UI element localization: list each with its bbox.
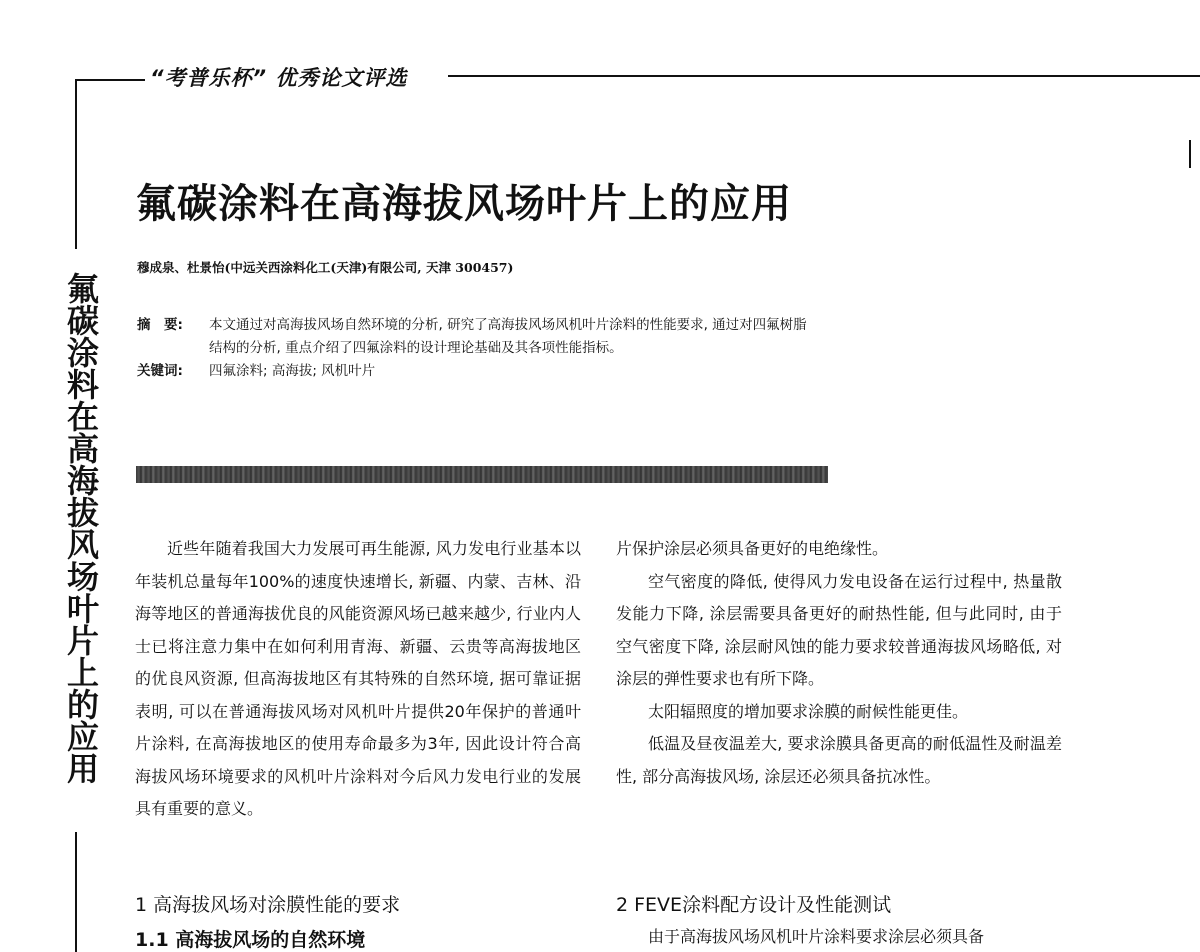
authors-affiliation: 穆成泉、杜景怡(中远关西涂料化工(天津)有限公司, 天津 300457) bbox=[137, 260, 514, 275]
body-column-left bbox=[135, 533, 581, 826]
keywords-text: 四氟涂料; 高海拔; 风机叶片 bbox=[209, 363, 376, 379]
section-2-first-line: 由于高海拔风场风机叶片涂料要求涂层必须具备 bbox=[648, 927, 985, 946]
abstract-text bbox=[209, 314, 977, 360]
abstract-line-1: 本文通过对高海拔风场自然环境的分析, 研究了高海拔风场风机叶片涂料的性能要求, 通过对四氟树脂 bbox=[209, 317, 807, 333]
paragraph: 低温及昼夜温差大, 要求涂膜具备更高的耐低温性及耐温差性, 部分高海拔风场, 涂层还必须具备抗冰性。 bbox=[616, 734, 1062, 786]
article-title: 氟碳涂料在高海拔风场叶片上的应用 bbox=[136, 181, 792, 227]
abstract-label: 摘 要: bbox=[137, 317, 183, 333]
header-rule-left bbox=[75, 79, 145, 81]
section-divider-bar bbox=[136, 466, 828, 483]
series-title: “考普乐杯” 优秀论文评选 bbox=[150, 66, 408, 90]
section-heading-2: 2 FEVE涂料配方设计及性能测试 bbox=[616, 894, 892, 916]
section-heading-1: 1 高海拔风场对涂膜性能的要求 bbox=[135, 894, 401, 916]
abstract-row bbox=[137, 314, 977, 360]
keywords-row bbox=[137, 360, 977, 383]
keywords-label: 关键词: bbox=[137, 363, 183, 379]
header-rule-right bbox=[448, 75, 1200, 77]
paragraph: 近些年随着我国大力发展可再生能源, 风力发电行业基本以年装机总量每年100%的速度快速增长, 新疆、内蒙、吉林、沿海等地区的普通海拔优良的风能资源风场已越来越少, 行业内人士已将注意力集中在如何利用青海、新疆、云贵等高海拔地区的优良风资源, 但高海拔地区有其特殊的自然环境, 据可靠证据表明, 可以在普通海拔风场对风机叶片提供20年保护的普通叶片涂料, 在高海拔地区的使用寿命最多为3年, 因此设计符合高海拔风场环境要求的风机叶片涂料对今后风力发电行业的发展具有重要的意义。 bbox=[135, 539, 581, 818]
margin-rule-top bbox=[75, 79, 77, 249]
page-edge-mark bbox=[1189, 140, 1191, 168]
paragraph: 空气密度的降低, 使得风力发电设备在运行过程中, 热量散发能力下降, 涂层需要具备更好的耐热性能, 但与此同时, 由于空气密度下降, 涂层耐风蚀的能力要求较普通海拔风场略低, 对涂层的弹性要求也有所下降。 bbox=[616, 571, 1062, 688]
abstract-block bbox=[137, 314, 977, 383]
side-running-title: 氟碳涂料在高海拔风场叶片上的应用 bbox=[62, 272, 100, 784]
margin-rule-bottom bbox=[75, 832, 77, 952]
paragraph: 片保护涂层必须具备更好的电绝缘性。 bbox=[616, 539, 889, 558]
abstract-line-2: 结构的分析, 重点介绍了四氟涂料的设计理论基础及其各项性能指标。 bbox=[209, 340, 623, 356]
body-column-right bbox=[616, 533, 1062, 793]
paragraph: 太阳辐照度的增加要求涂膜的耐候性能更佳。 bbox=[648, 701, 969, 721]
section-heading-1-1: 1.1 高海拔风场的自然环境 bbox=[135, 929, 366, 951]
